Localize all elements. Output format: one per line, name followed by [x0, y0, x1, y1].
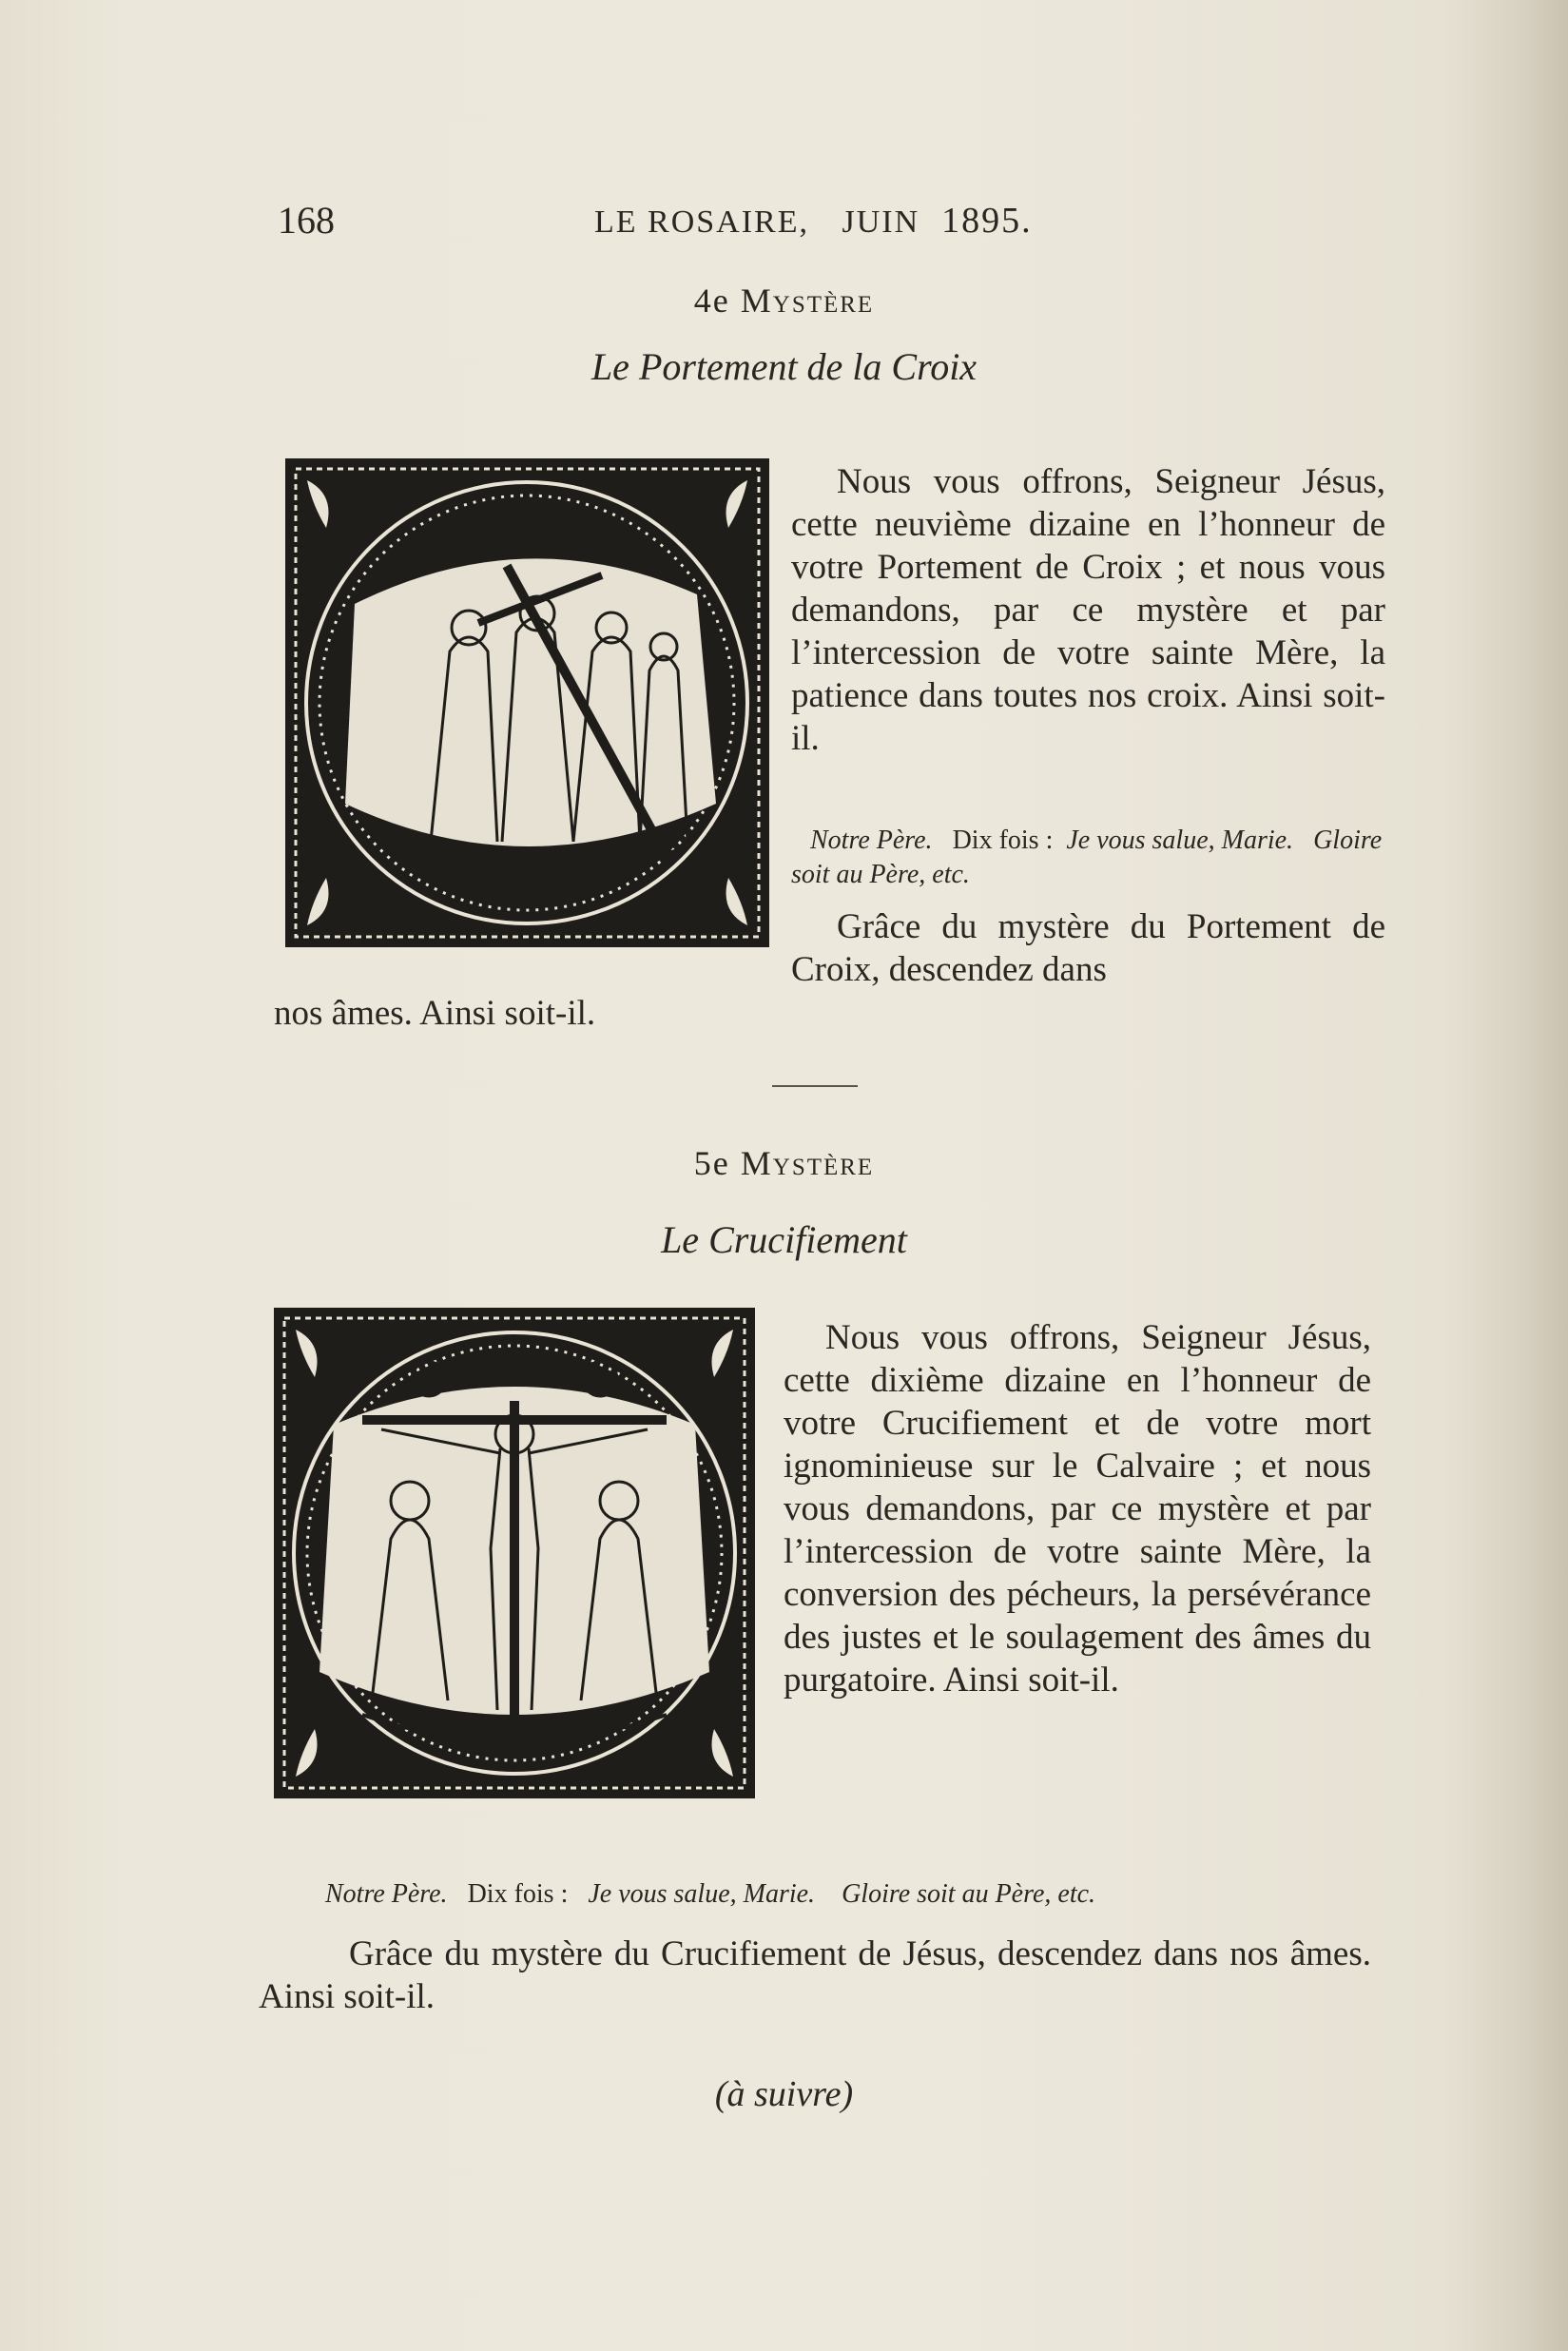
mystery4-body: Nous vous offrons, Seigneur Jésus, cette neuvième dizaine en l’honneur de votre Portement de Croix ; et nous vous demandons, par ce mystère et par l’intercession de votre sainte Mère, la patience dans toutes nos croix. Ainsi soit-il.	[791, 462, 1385, 758]
mystery5-grace: Grâce du mystère du Crucifiement de Jésus, descendez dans nos âmes. Ainsi soit-il.	[259, 1934, 1371, 2016]
mystery4-prayer	[791, 824, 1385, 892]
issue-month: JUIN	[842, 204, 920, 240]
prayer-ave: Je vous salue, Marie.	[1066, 826, 1294, 855]
mystery5-body: Nous vous offrons, Seigneur Jésus, cette dixième dizaine en l’honneur de votre Crucifiement et de votre mort ignominieuse sur le Calvaire ; et nous vous demandons, par ce mystère et par l’intercession de votre sainte Mère, la conversion des pécheurs, la persévérance des justes et le soulagement des âmes du purgatoire. Ainsi soit-il.	[784, 1318, 1371, 1700]
mystery5-title: Le Crucifiement	[661, 1218, 907, 1261]
mystery4-title: Le Portement de la Croix	[590, 345, 978, 388]
mystery5-prayer	[325, 1877, 1371, 1912]
mystery4-heading	[0, 281, 1568, 321]
mystery5-number: 5e	[693, 1144, 730, 1182]
mystery5-heading	[0, 1143, 1568, 1183]
prayer-pater: Notre Père.	[810, 826, 933, 855]
journal-title: LE ROSAIRE,	[594, 204, 809, 240]
mystery4-grace: Grâce du mystère du Portement de Croix, descendez dans	[791, 907, 1385, 989]
prayer-pater: Notre Père.	[325, 1879, 448, 1909]
running-title	[594, 200, 1033, 242]
prayer-count: Dix fois :	[467, 1879, 569, 1909]
continuation-note: (à suivre)	[714, 2074, 854, 2114]
prayer-count: Dix fois :	[952, 826, 1054, 855]
mystery4-grace-end: nos âmes. Ainsi soit-il.	[274, 994, 596, 1033]
section-divider	[772, 1085, 858, 1087]
page-number: 168	[278, 199, 335, 242]
prayer-gloria: Gloire soit au Père, etc.	[791, 826, 1383, 889]
mystery4-word: Mystère	[740, 282, 875, 320]
issue-year: 1895.	[941, 201, 1033, 241]
prayer-ave: Je vous salue, Marie.	[588, 1879, 816, 1909]
prayer-gloria: Gloire soit au Père, etc.	[842, 1879, 1096, 1909]
crucifixion-engraving-icon	[274, 1308, 755, 1798]
mystery5-word: Mystère	[740, 1144, 875, 1182]
portement-engraving-icon	[285, 458, 769, 947]
mystery4-number: 4e	[693, 282, 730, 320]
